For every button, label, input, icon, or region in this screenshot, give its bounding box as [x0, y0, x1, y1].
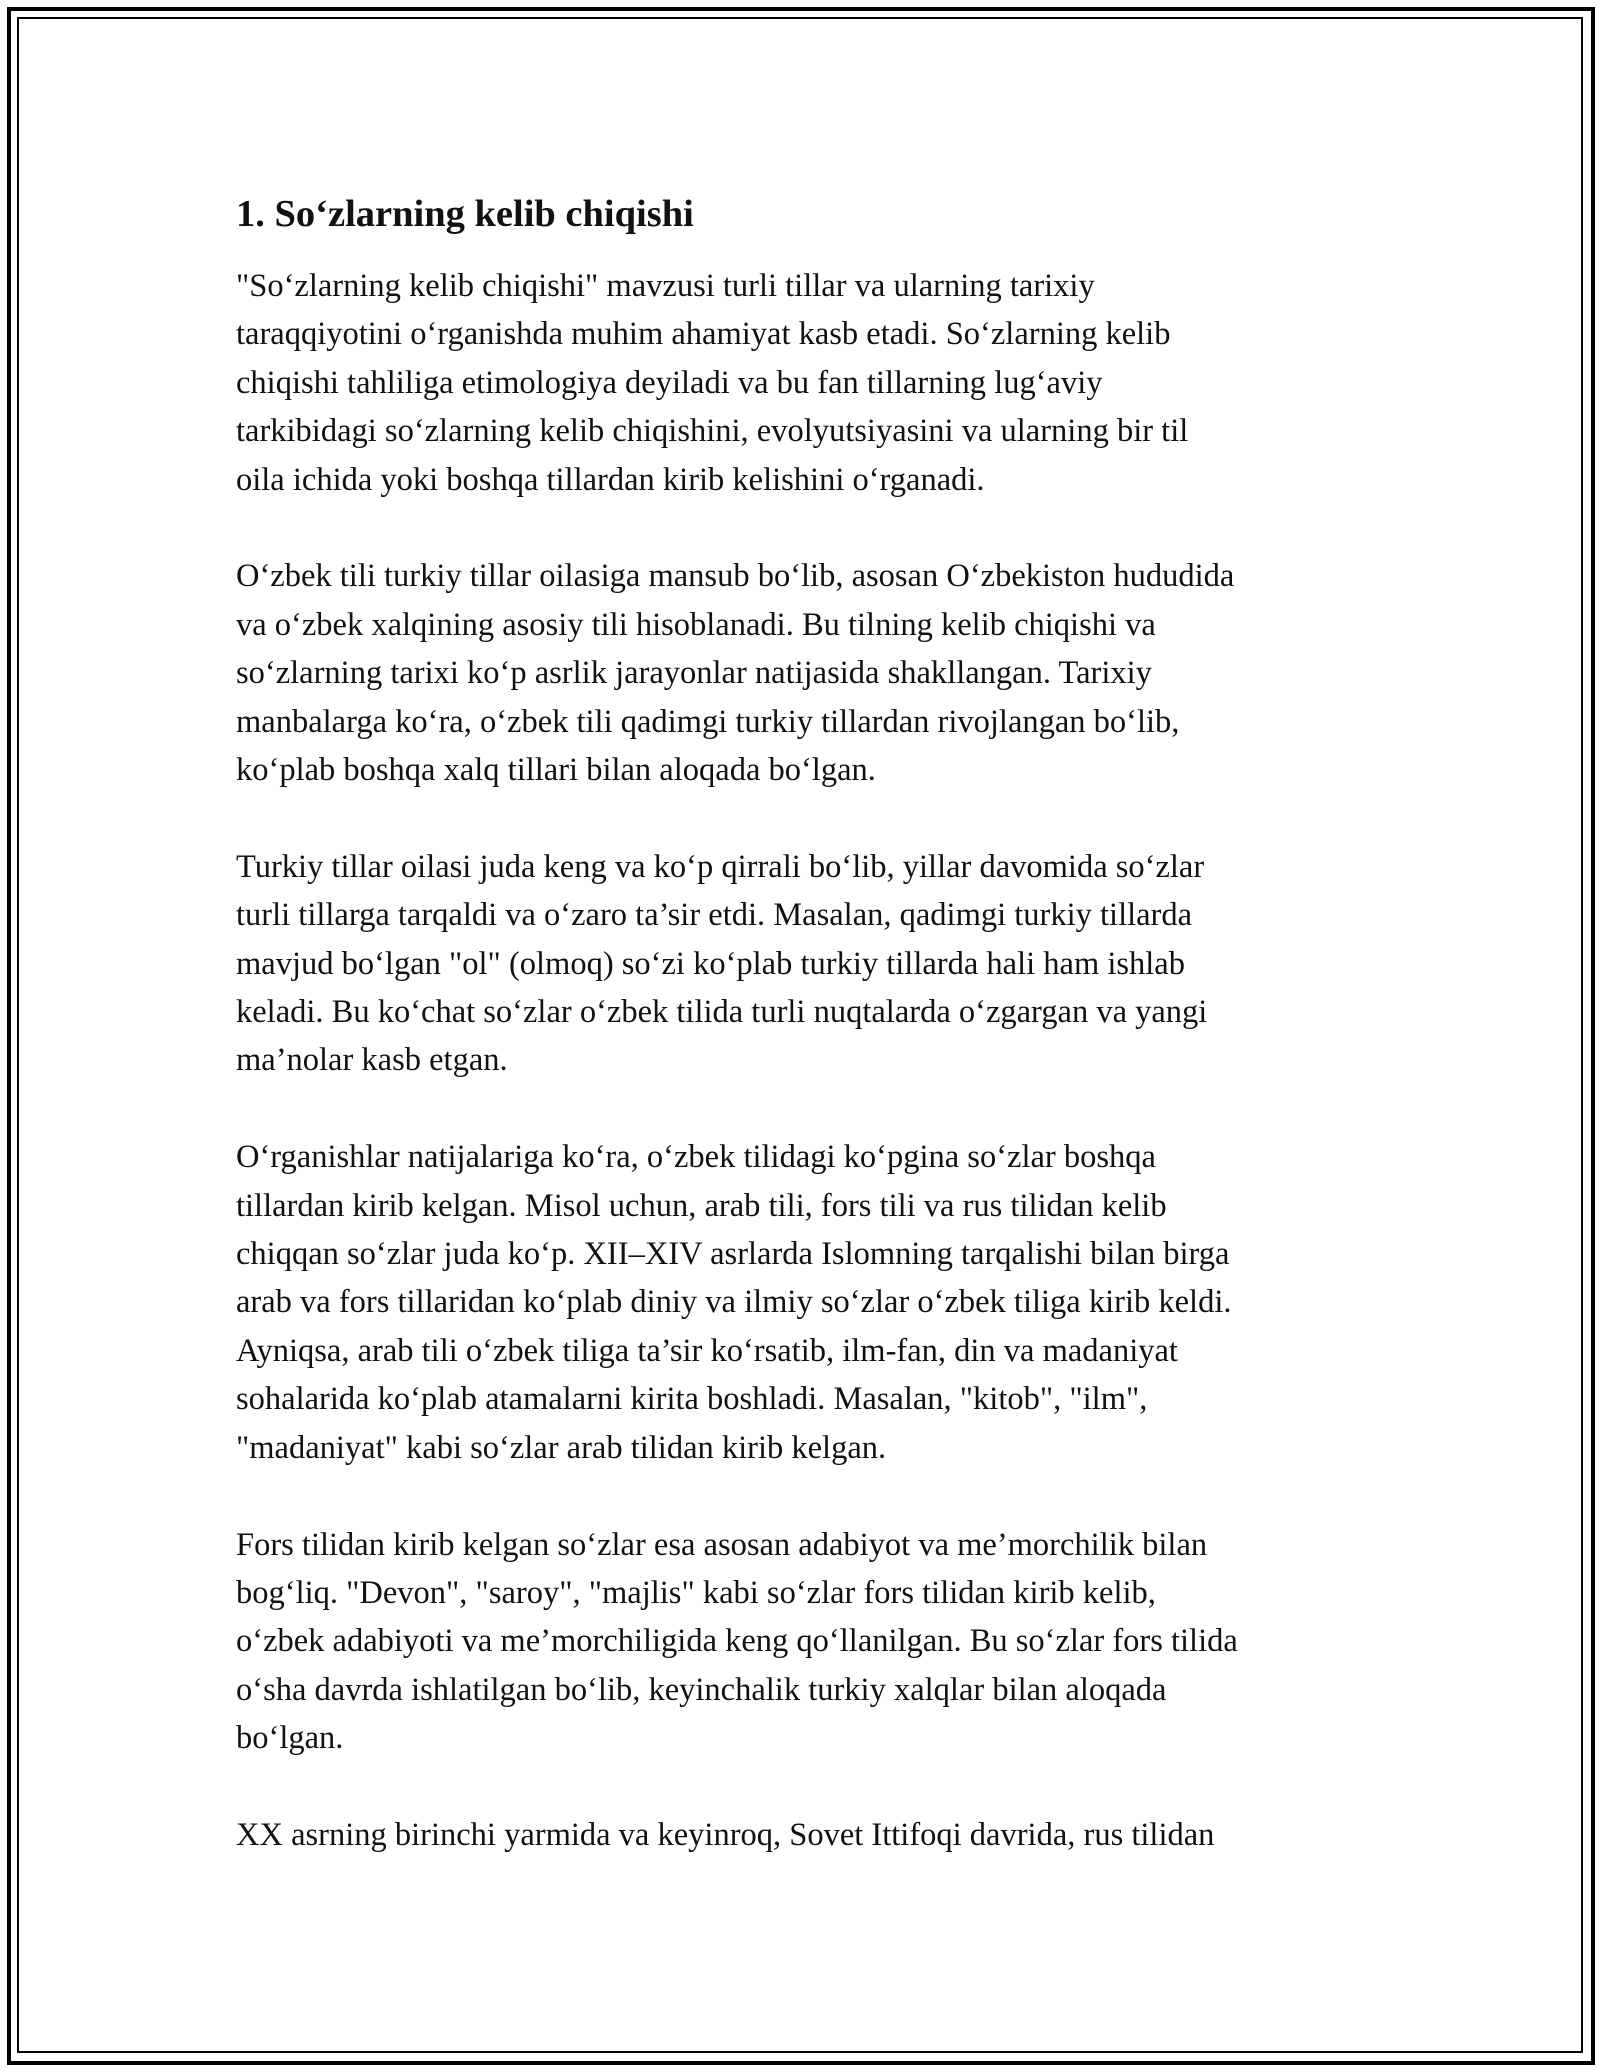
- paragraph-etymology-intro: [236, 262, 1386, 504]
- text-line: bog‘liq. "Devon", "saroy", "majlis" kabi so‘zlar fors tilidan kirib kelib,: [236, 1574, 1156, 1611]
- section-heading: 1. So‘zlarning kelib chiqishi: [236, 193, 694, 235]
- text-line: so‘zlarning tarixi ko‘p asrlik jarayonlar natijasida shakllangan. Tarixiy: [236, 655, 1152, 692]
- text-line: arab va fors tillaridan ko‘plab diniy va ilmiy so‘zlar o‘zbek tiliga kirib keldi.: [236, 1284, 1232, 1321]
- paragraph-uzbek-language: [236, 552, 1386, 794]
- text-line: sohalarida ko‘plab atamalarni kirita boshladi. Masalan, "kitob", "ilm",: [236, 1381, 1148, 1418]
- document-body: [236, 186, 1386, 1908]
- text-line: O‘zbek tili turkiy tillar oilasiga mansub bo‘lib, asosan O‘zbekiston hududida: [236, 558, 1235, 595]
- text-line: "So‘zlarning kelib chiqishi" mavzusi turli tillar va ularning tarixiy: [236, 268, 1095, 304]
- paragraph-persian-words: [236, 1521, 1386, 1763]
- text-line: Fors tilidan kirib kelgan so‘zlar esa asosan adabiyot va me’morchilik bilan: [236, 1526, 1208, 1563]
- text-line: "madaniyat" kabi so‘zlar arab tilidan kirib kelgan.: [236, 1429, 887, 1466]
- text-line: mavjud bo‘lgan "ol" (olmoq) so‘zi ko‘plab turkiy tillarda hali ham ishlab: [236, 945, 1185, 982]
- text-line: XX asrning birinchi yarmida va keyinroq, Sovet Ittifoqi davrida, rus tilidan: [236, 1816, 1215, 1853]
- text-line: o‘zbek adabiyoti va me’morchiligida keng qo‘llanilgan. Bu so‘zlar fors tilida: [236, 1623, 1238, 1660]
- paragraph-turkic-family: [236, 843, 1386, 1085]
- text-line: oila ichida yoki boshqa tillardan kirib kelishini o‘rganadi.: [236, 461, 985, 498]
- text-line: chiqqan so‘zlar juda ko‘p. XII–XIV asrlarda Islomning tarqalishi bilan birga: [236, 1236, 1230, 1273]
- text-line: keladi. Bu ko‘chat so‘zlar o‘zbek tilida turli nuqtalarda o‘zgargan va yangi: [236, 994, 1208, 1031]
- text-line: O‘rganishlar natijalariga ko‘ra, o‘zbek tilidagi ko‘pgina so‘zlar boshqa: [236, 1139, 1156, 1176]
- text-line: Turkiy tillar oilasi juda keng va ko‘p qirrali bo‘lib, yillar davomida so‘zlar: [236, 848, 1205, 885]
- text-line: manbalarga ko‘ra, o‘zbek tili qadimgi turkiy tillardan rivojlangan bo‘lib,: [236, 703, 1180, 740]
- paragraph-loanwords: [236, 1133, 1386, 1472]
- text-line: turli tillarga tarqaldi va o‘zaro ta’sir etdi. Masalan, qadimgi turkiy tillarda: [236, 897, 1193, 934]
- paragraph-russian-influence: [236, 1811, 1386, 1859]
- text-line: taraqqiyotini o‘rganishda muhim ahamiyat kasb etadi. So‘zlarning kelib: [236, 316, 1171, 353]
- text-line: chiqishi tahliliga etimologiya deyiladi va bu fan tillarning lug‘aviy: [236, 364, 1103, 401]
- text-line: va o‘zbek xalqining asosiy tili hisoblanadi. Bu tilning kelib chiqishi va: [236, 606, 1156, 643]
- text-line: Ayniqsa, arab tili o‘zbek tiliga ta’sir ko‘rsatib, ilm-fan, din va madaniyat: [236, 1332, 1178, 1369]
- text-line: o‘sha davrda ishlatilgan bo‘lib, keyinchalik turkiy xalqlar bilan aloqada: [236, 1671, 1167, 1708]
- text-line: bo‘lgan.: [236, 1720, 344, 1757]
- text-line: ko‘plab boshqa xalq tillari bilan aloqada bo‘lgan.: [236, 752, 876, 789]
- text-line: ma’nolar kasb etgan.: [236, 1042, 508, 1079]
- text-line: tillardan kirib kelgan. Misol uchun, arab tili, fors tili va rus tilidan kelib: [236, 1187, 1167, 1224]
- text-line: tarkibidagi so‘zlarning kelib chiqishini, evolyutsiyasini va ularning bir til: [236, 413, 1189, 450]
